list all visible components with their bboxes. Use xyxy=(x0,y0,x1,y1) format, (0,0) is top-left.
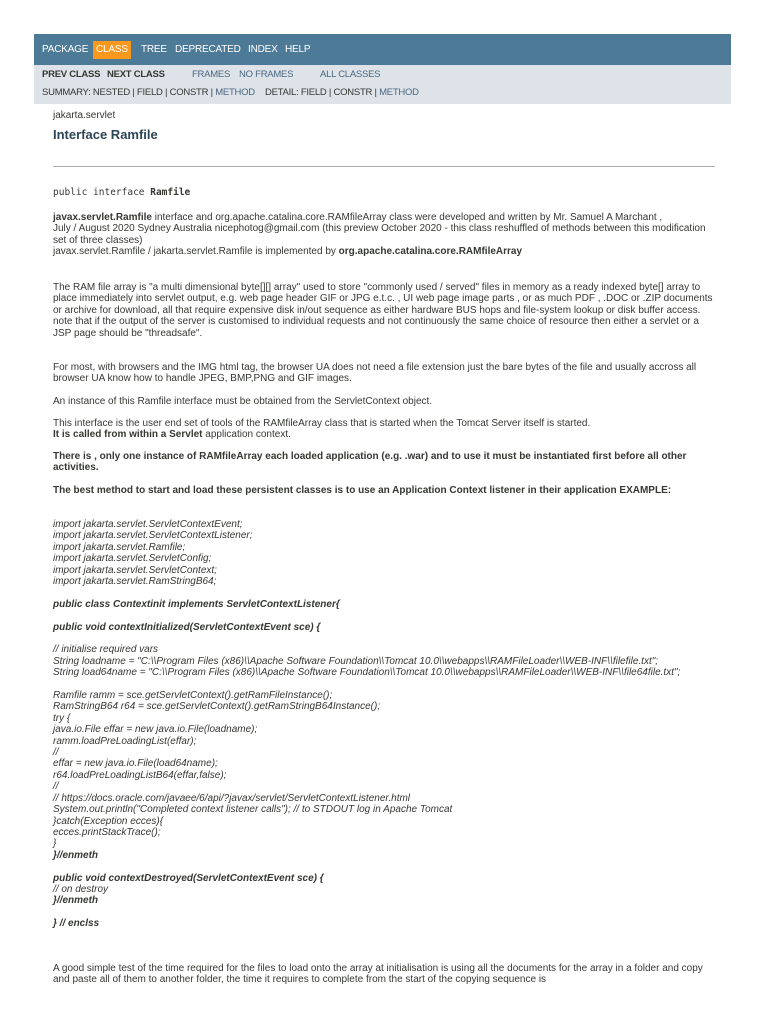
instance-paragraph: An instance of this Ramfile interface must be obtained from the ServletContext object. xyxy=(53,396,433,407)
ramfile-bold: javax.servlet.Ramfile xyxy=(53,212,152,223)
code-line: // https://docs.oracle.com/javaee/6/api/?javax/servlet/ServletContextListener.html xyxy=(53,792,411,804)
code-end-class: } // enclss xyxy=(53,918,100,930)
code-line: System.out.println("Completed context listener calls"); // to STDOUT log in Apache Tomcat xyxy=(53,804,453,816)
summary-prefix: SUMMARY: NESTED | FIELD | CONSTR | xyxy=(42,87,213,98)
description-block-8 xyxy=(53,963,713,986)
description-block-7 xyxy=(53,485,713,496)
summary-method-link[interactable]: METHOD xyxy=(215,87,255,98)
description-block-6 xyxy=(53,451,713,474)
intro-line-2: July / August 2020 Sydney Australia nicephotog@gmail.com (this preview October 2020 - this class reshuffled of methods between this modification set of three classes) xyxy=(53,223,706,246)
nav-class-active[interactable]: CLASS xyxy=(93,41,131,59)
all-classes-link[interactable]: ALL CLASSES xyxy=(320,69,381,80)
code-class-decl: public class Contextinit implements ServletContextListener{ xyxy=(53,598,340,610)
next-class-link[interactable]: NEXT CLASS xyxy=(107,69,165,80)
top-nav-bar xyxy=(34,34,731,65)
nav-deprecated[interactable]: DEPRECATED xyxy=(175,44,241,55)
code-end-method: }//enmeth xyxy=(53,849,99,861)
code-line: // xyxy=(53,747,59,759)
intro-text: interface and org.apache.catalina.core.RAMfileArray class were developed and written by Mr. Samuel A Marchant , xyxy=(151,212,663,223)
code-line: RamStringB64 r64 = sce.getServletContext().getRamStringB64Instance(); xyxy=(53,701,381,713)
best-method-paragraph: The best method to start and load these persistent classes is to use an Application Context listener in their application EXAMPLE: xyxy=(53,485,672,496)
code-line: } xyxy=(53,838,57,850)
simple-test-paragraph: A good simple test of the time required for the files to load onto the array at initialisation is using all the documents for the array in a folder and copy and paste all of them to another folder, the time it requires to complete from the start of the copying sequence is xyxy=(53,963,703,986)
code-destroy-comment: // on destroy xyxy=(53,883,109,895)
code-init-decl: public void contextInitialized(ServletContextEvent sce) { xyxy=(53,621,321,633)
code-line: java.io.File effar = new java.io.File(loadname); xyxy=(53,724,258,736)
code-line: try { xyxy=(53,712,71,724)
nav-help[interactable]: HELP xyxy=(285,44,311,55)
single-instance-paragraph: There is , only one instance of RAMfileArray each loaded application (e.g. .war) and to use it must be instantiated first before all other activities. xyxy=(53,451,687,474)
code-line: ecces.printStackTrace(); xyxy=(53,826,161,838)
code-line: r64.loadPreLoadingListB64(effar,false); xyxy=(53,769,227,781)
code-line: import jakarta.servlet.ServletConfig; xyxy=(53,553,212,565)
code-line: import jakarta.servlet.ServletContext; xyxy=(53,564,217,576)
code-line: import jakarta.servlet.RamStringB64; xyxy=(53,576,217,588)
user-end-paragraph: This interface is the user end set of tools of the RAMfileArray class that is started when the Tomcat Server itself is started. xyxy=(53,418,591,429)
impl-class: org.apache.catalina.core.RAMfileArray xyxy=(338,246,523,258)
nav-index[interactable]: INDEX xyxy=(248,44,278,55)
description-block-4 xyxy=(53,396,713,407)
frames-link[interactable]: FRAMES xyxy=(192,69,231,80)
no-frames-link[interactable]: NO FRAMES xyxy=(239,69,294,80)
description-block-1 xyxy=(53,212,713,258)
ram-array-paragraph: The RAM file array is "a multi dimensional byte[][] array" used to store "commonly used / served" files in memory as a ready indexed byte[] array to place immediately into servlet output, e.g. web page header GIF or JPG e.t.c. , UI web page image parts , or as much PDF , .DOC or .ZIP documents or archive for download, all that require expensive disk in/out sequence as either hardware BUS hops and file-system lookup or disk buffer access. xyxy=(53,282,713,316)
prev-class-link[interactable]: PREV CLASS xyxy=(42,69,101,80)
code-line: }catch(Exception ecces){ xyxy=(53,815,164,827)
code-line: String load64name = "C:\\Program Files (x86)\\Apache Software Foundation\\Tomcat 10.0\\webapps\\RAMFileLoader\\WEB-INF\\file64file.txt"; xyxy=(53,667,681,679)
code-imports xyxy=(53,519,713,930)
sub-nav-bar xyxy=(34,65,731,104)
code-line: effar = new java.io.File(load64name); xyxy=(53,758,218,770)
called-within-bold: It is called from within a Servlet xyxy=(53,429,203,441)
code-line: ramm.loadPreLoadingList(effar); xyxy=(53,735,197,747)
divider xyxy=(53,166,715,167)
description-block-2 xyxy=(53,282,713,339)
code-end-method-2: }//enmeth xyxy=(53,895,99,907)
description-block-5 xyxy=(53,418,713,441)
nav-tree[interactable]: TREE xyxy=(141,44,167,55)
impl-text: javax.servlet.Ramfile / jakarta.servlet.Ramfile is implemented by xyxy=(53,246,339,258)
code-line: String loadname = "C:\\Program Files (x86)\\Apache Software Foundation\\Tomcat 10.0\\webapps\\RAMFileLoader\\WEB-INF\\filefile.txt"; xyxy=(53,655,659,667)
description-block-3 xyxy=(53,362,713,385)
code-line: import jakarta.servlet.Ramfile; xyxy=(53,541,186,553)
signature-prefix: public interface xyxy=(53,187,151,198)
code-line: Ramfile ramm = sce.getServletContext().getRamFileInstance(); xyxy=(53,690,333,702)
code-destroy-decl: public void contextDestroyed(ServletContextEvent sce) { xyxy=(53,872,324,884)
code-line: import jakarta.servlet.ServletContextListener; xyxy=(53,530,253,542)
nav-package[interactable]: PACKAGE xyxy=(42,44,89,55)
detail-label xyxy=(265,87,419,98)
browser-paragraph: For most, with browsers and the IMG html tag, the browser UA does not need a file extension just the bare bytes of the file and usually accross all browser UA know how to handle JPEG, BMP,PNG and GIF images. xyxy=(53,362,697,385)
threadsafe-note: note that if the output of the server is customised to individual requests and not continuously the same choice of resource then either a servlet or a JSP page should be "threadsafe". xyxy=(53,316,699,339)
page-title: Interface Ramfile xyxy=(53,127,158,142)
code-line: // xyxy=(53,781,59,793)
interface-signature xyxy=(53,187,190,198)
detail-prefix: DETAIL: FIELD | CONSTR | xyxy=(265,87,377,98)
called-within-rest: application context. xyxy=(202,429,291,441)
package-name: jakarta.servlet xyxy=(53,110,116,121)
summary-label xyxy=(42,87,255,98)
detail-method-link[interactable]: METHOD xyxy=(379,87,419,98)
code-line: // initialise required vars xyxy=(53,644,159,656)
signature-name: Ramfile xyxy=(150,187,191,198)
code-line: import jakarta.servlet.ServletContextEvent; xyxy=(53,519,243,530)
